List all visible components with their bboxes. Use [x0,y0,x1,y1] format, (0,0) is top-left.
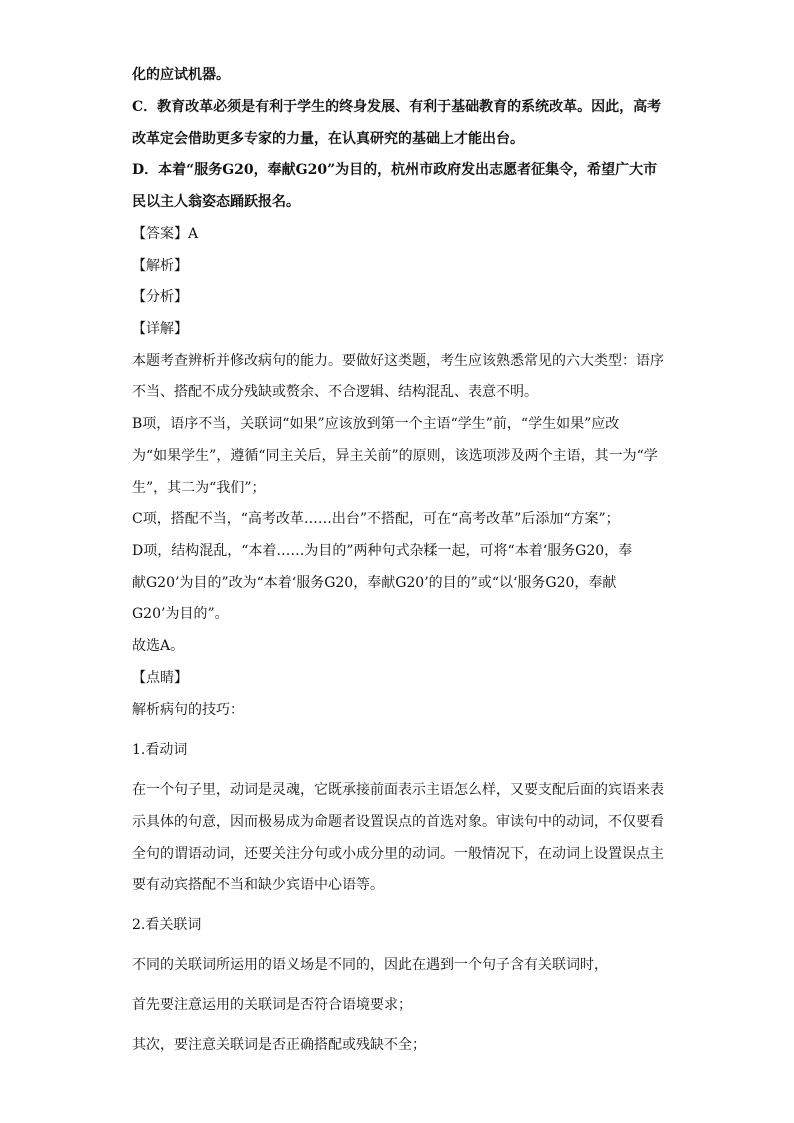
text-line-24: 示具体的句意，因而极易成为命题者设置误点的首选对象。审读句中的动词，不仅要看 [132,814,664,830]
text-line-5: 民以主人翁姿态踊跃报名。 [132,194,300,210]
text-line-16: D项，结构混乱，“本着……为目的”两种句式杂糅一起，可将“本着‘服务G20，奉 [132,543,633,559]
text-line-18: G20’为目的”。 [132,606,229,622]
text-line-12: B项，语序不当，关联词“如果”应该放到第一个主语“学生”前，“学生如果”应改 [132,416,620,432]
subheading-conjunctions: 2.看关联词 [132,917,202,933]
text-line-29: 首先要注意运用的关联词是否符合语境要求； [132,997,412,1013]
text-line-28: 不同的关联词所运用的语义场是不同的，因此在遇到一个句子含有关联词时， [132,957,608,973]
text-line-11: 不当、搭配不成分残缺或赘余、不合逻辑、结构混乱、表意不明。 [132,384,538,400]
text-line-3: 改革定会借助更多专家的力量，在认真研究的基础上才能出台。 [132,131,524,147]
answer-label: 【答案】A [132,226,199,242]
text-line-23: 在一个句子里，动词是灵魂，它既承接前面表示主语怎么样，又要支配后面的宾语来表 [132,782,664,798]
text-line-2: C．教育改革必须是有利于学生的终身发展、有利于基础教育的系统改革。因此，高考 [132,99,662,115]
detail-label: 【详解】 [132,321,188,337]
text-line-14: 生”，其二为“我们”； [132,480,266,496]
text-line-1: 化的应试机器。 [132,67,230,83]
text-line-10: 本题考查辨析并修改病句的能力。要做好这类题，考生应该熟悉常见的六大类型：语序 [132,353,664,369]
fenxi-label: 【分析】 [132,289,188,305]
text-line-25: 全句的谓语动词，还要关注分句或小成分里的动词。一般情况下，在动词上设置误点主 [132,846,664,862]
tip-label: 【点睛】 [132,670,188,686]
text-line-26: 要有动宾搭配不当和缺少宾语中心语等。 [132,877,384,893]
subheading-verbs: 1.看动词 [132,742,188,758]
analysis-label: 【解析】 [132,258,188,274]
text-line-17: 献G20’为目的”改为“本着‘服务G20，奉献G20’的目的”或“以‘服务G20，奉献 [132,575,617,591]
text-line-30: 其次，要注意关联词是否正确搭配或残缺不全； [132,1037,426,1053]
choose-line: 故选A。 [132,638,185,654]
text-line-4: D．本着“服务G20，奉献G20”为目的，杭州市政府发出志愿者征集令，希望广大市 [132,162,658,178]
text-line-15: C项，搭配不当，“高考改革……出台”不搭配，可在“高考改革”后添加“方案”； [132,511,620,527]
text-line-13: 为“如果学生”，遵循“同主关后，异主关前”的原则，该选项涉及两个主语，其一为“学 [132,448,658,464]
text-line-21: 解析病句的技巧： [132,702,244,718]
